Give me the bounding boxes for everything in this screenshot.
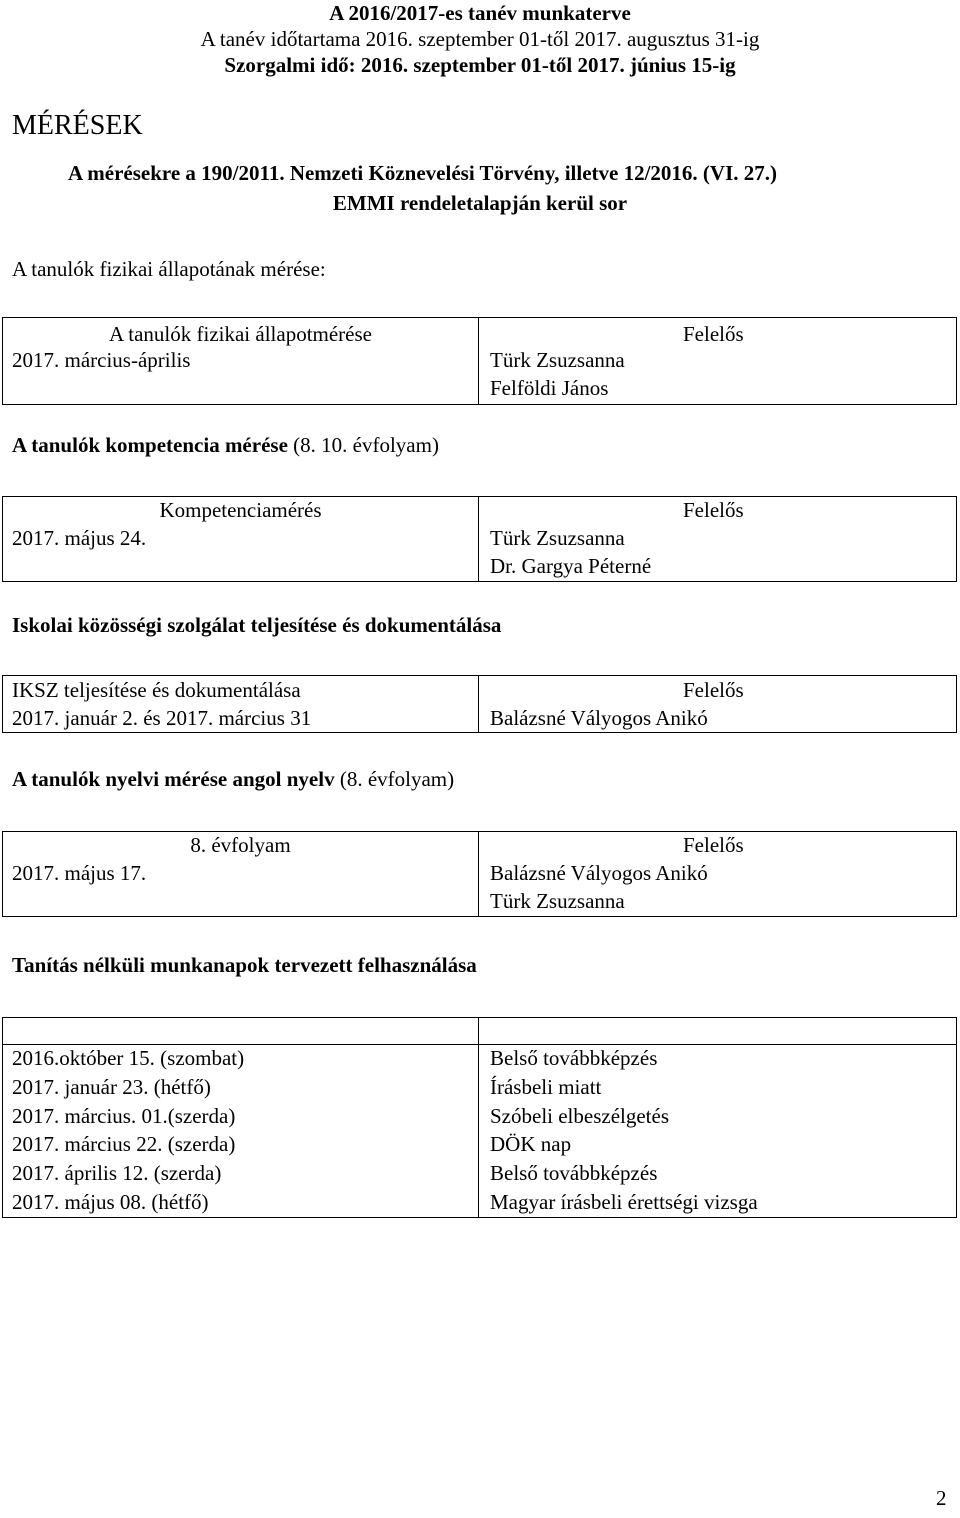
workday-date: 2017. március 22. (szerda) <box>12 1132 236 1156</box>
workdays-blank-header-2 <box>478 1017 957 1045</box>
kompetencia-col1-header: Kompetenciamérés <box>159 498 322 522</box>
intro-line-2: EMMI rendeletalapján kerül sor <box>332 191 628 215</box>
workdays-blank-header-1 <box>2 1017 479 1045</box>
fizikai-heading: A tanulók fizikai állapotának mérése: <box>12 257 326 281</box>
workday-date: 2016.október 15. (szombat) <box>12 1046 245 1070</box>
workdays-heading: Tanítás nélküli munkanapok tervezett felhasználása <box>12 953 477 977</box>
iksz-col1-header: IKSZ teljesítése és dokumentálása <box>12 678 301 702</box>
nyelvi-responsible-1: Balázsné Vályogos Anikó <box>490 861 708 885</box>
workday-purpose: Írásbeli miatt <box>490 1075 602 1099</box>
kompetencia-responsible-1: Türk Zsuzsanna <box>490 526 625 550</box>
kompetencia-responsible-2: Dr. Gargya Péterné <box>490 554 652 578</box>
kompetencia-date: 2017. május 24. <box>12 526 147 550</box>
nyelvi-heading <box>12 766 454 792</box>
iksz-date: 2017. január 2. és 2017. március 31 <box>12 706 312 730</box>
kompetencia-heading-grades: (8. 10. évfolyam) <box>287 433 439 457</box>
nyelvi-responsible-2: Türk Zsuzsanna <box>490 889 625 913</box>
nyelvi-col2-header: Felelős <box>683 833 744 857</box>
fizikai-col2-header: Felelős <box>683 322 744 346</box>
section-title: MÉRÉSEK <box>12 110 143 141</box>
kompetencia-heading-bold: A tanulók kompetencia mérése <box>12 433 288 457</box>
workday-date: 2017. január 23. (hétfő) <box>12 1075 211 1099</box>
workday-date: 2017. május 08. (hétfő) <box>12 1190 209 1214</box>
iksz-col2-header: Felelős <box>683 678 744 702</box>
workday-purpose: Belső továbbképzés <box>490 1046 658 1070</box>
nyelvi-heading-grade: (8. évfolyam) <box>334 767 455 791</box>
kompetencia-col2-header: Felelős <box>683 498 744 522</box>
workday-date: 2017. április 12. (szerda) <box>12 1161 222 1185</box>
workday-purpose: Szóbeli elbeszélgetés <box>490 1104 670 1128</box>
fizikai-date: 2017. március-április <box>12 348 191 372</box>
kompetencia-heading <box>12 432 439 458</box>
plan-title: A 2016/2017-es tanév munkaterve <box>329 1 631 25</box>
intro-line-1: A mérésekre a 190/2011. Nemzeti Köznevelési Törvény, illetve 12/2016. (VI. 27.) <box>68 161 777 185</box>
workday-purpose: Belső továbbképzés <box>490 1161 658 1185</box>
workday-purpose: DÖK nap <box>490 1132 572 1156</box>
study-period: Szorgalmi idő: 2016. szeptember 01-től 2017. június 15-ig <box>224 53 736 77</box>
iksz-responsible: Balázsné Vályogos Anikó <box>490 706 708 730</box>
nyelvi-heading-bold: A tanulók nyelvi mérése angol nyelv <box>12 767 335 791</box>
fizikai-col1-header: A tanulók fizikai állapotmérése <box>109 322 372 346</box>
iksz-heading: Iskolai közösségi szolgálat teljesítése és dokumentálása <box>12 613 502 637</box>
workday-date: 2017. március. 01.(szerda) <box>12 1104 236 1128</box>
fizikai-responsible-2: Felföldi János <box>490 376 609 400</box>
school-year-duration: A tanév időtartama 2016. szeptember 01-től 2017. augusztus 31-ig <box>200 27 760 51</box>
nyelvi-date: 2017. május 17. <box>12 861 147 885</box>
workday-purpose: Magyar írásbeli érettségi vizsga <box>490 1190 758 1214</box>
page-number: 2 <box>936 1486 947 1510</box>
fizikai-responsible-1: Türk Zsuzsanna <box>490 348 625 372</box>
nyelvi-col1-header: 8. évfolyam <box>190 833 291 857</box>
